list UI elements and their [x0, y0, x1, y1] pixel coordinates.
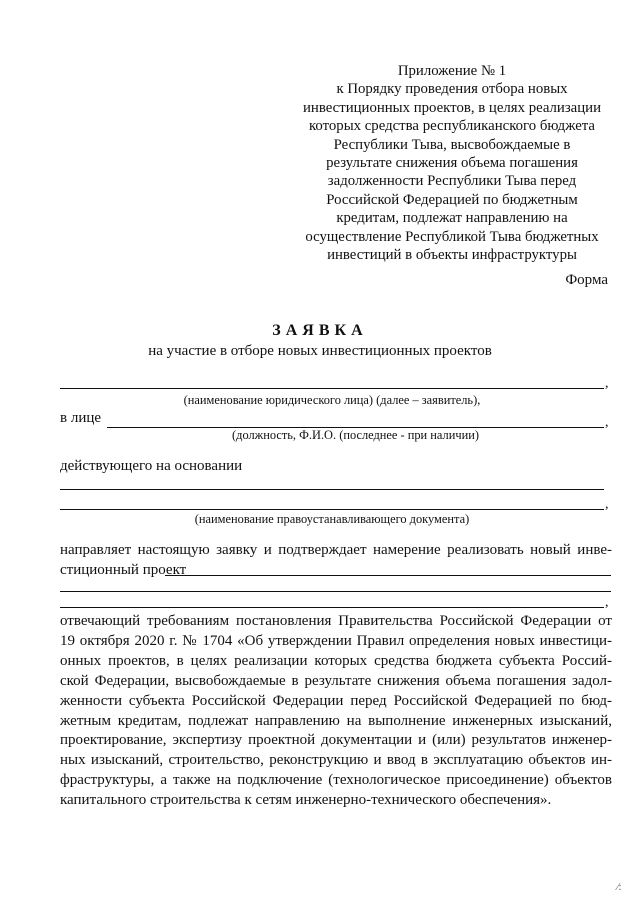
appendix-header [292, 62, 612, 264]
appendix-line: результате снижения объема погашения [326, 155, 578, 172]
appendix-line: осуществление Республикой Тыва бюджетных [305, 228, 599, 245]
basis-label: действующего на основании [60, 458, 243, 474]
appendix-line: к Порядку проведения отбора новых [336, 81, 568, 98]
paragraph-line: ской Федерации, высвобождаемые в результате снижения объема погашения задол- [60, 672, 612, 689]
paragraph-line: женности субъекта Российской Федерации перед Российской Федерацией по бюд- [60, 692, 612, 709]
appendix-line: которых средства республиканского бюджета [308, 118, 596, 135]
document-title: ЗАЯВКА [272, 322, 368, 339]
in-person-comma: , [605, 415, 609, 430]
paragraph-line: 19 октября 2020 г. № 1704 «Об утверждении Правил определения новых инвестици- [60, 632, 612, 649]
legal-entity-caption: (наименование юридического лица) (далее – заявитель), [183, 393, 481, 407]
basis-line-2[interactable] [60, 509, 604, 510]
project-intro-line-2: стиционный проект [60, 562, 187, 578]
project-name-comma: , [605, 595, 609, 610]
document-caption: (наименование правоустанавливающего документа) [194, 512, 470, 526]
form-label: Форма [565, 272, 608, 288]
paragraph-line: фраструктуры, а также на подключение (технологическое присоединение) объектов [60, 772, 612, 789]
requirements-paragraph [60, 612, 612, 811]
legal-entity-line[interactable] [60, 388, 604, 389]
paragraph-line: жетным кредитам, подлежат направлению на выполнение инженерных изысканий, [60, 712, 612, 729]
document-subtitle: на участие в отборе новых инвестиционных проектов [148, 343, 492, 359]
project-name-line-1[interactable] [165, 575, 611, 576]
paragraph-line: проектирование, экспертизу проектной документации и (или) результатов инженер- [60, 732, 612, 749]
paragraph-line: капитального строительства к сетям инженерно-технического обеспечения». [60, 792, 552, 809]
paragraph-line: онных проектов, в целях реализации которых средства бюджета субъекта Россий- [60, 652, 612, 669]
basis-line-1[interactable] [60, 489, 604, 490]
appendix-line: Приложение № 1 [397, 63, 507, 79]
basis-comma: , [605, 497, 609, 512]
legal-entity-comma: , [605, 376, 609, 391]
position-caption: (должность, Ф.И.О. (последнее - при наличии) [232, 428, 479, 442]
project-intro-line-1: направляет настоящую заявку и подтверждает намерение реализовать новый инве- [60, 542, 612, 558]
paragraph-line: отвечающий требованиям постановления Правительства Российской Федерации от [60, 613, 612, 629]
project-name-line-2[interactable] [60, 591, 611, 592]
appendix-line: кредитам, подлежат направлению на [336, 210, 568, 227]
project-name-line-3[interactable] [60, 607, 604, 608]
appendix-line: инвестиционных проектов, в целях реализации [302, 99, 602, 116]
appendix-line: Российской Федерацией по бюджетным [326, 191, 578, 208]
in-person-label: в лице [60, 410, 102, 426]
appendix-line: инвестиций в объекты инфраструктуры [327, 247, 577, 264]
appendix-line: задолженности Республики Тыва перед [327, 173, 577, 190]
corner-mark: ⁄: [617, 882, 622, 893]
appendix-line: Республики Тыва, высвобождаемые в [333, 136, 571, 153]
paragraph-line: ных изысканий, строительство, реконструкцию и ввод в эксплуатацию объектов ин- [60, 752, 612, 769]
